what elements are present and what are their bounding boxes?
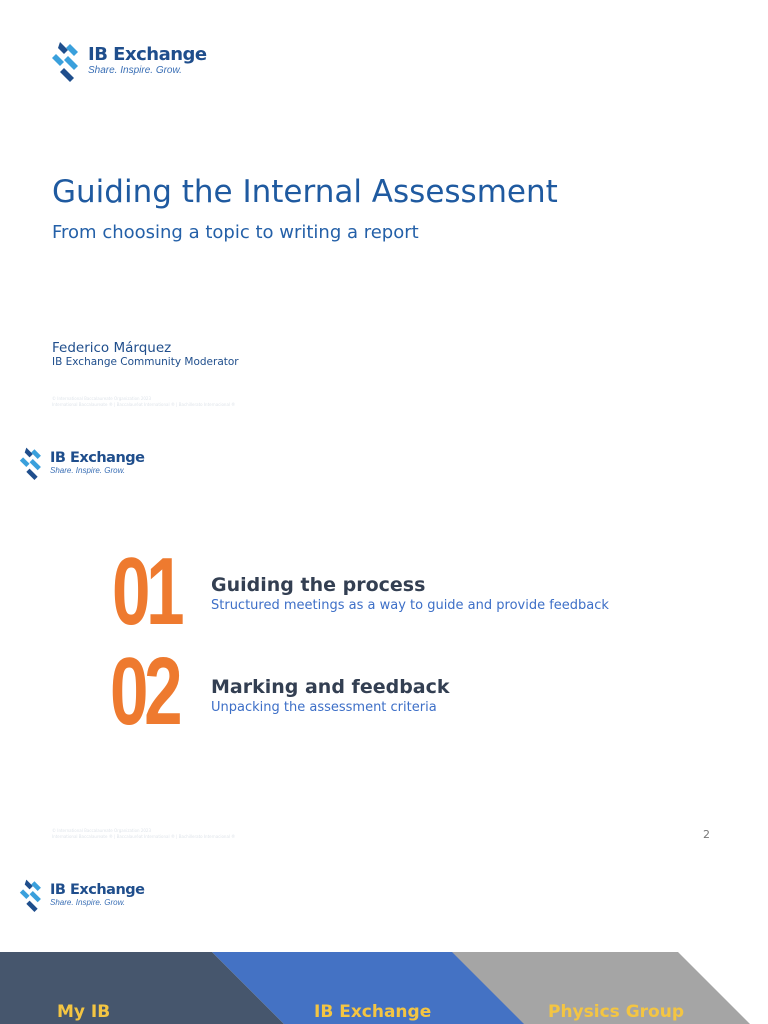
slide-1 <box>0 0 768 416</box>
author-name: Federico Márquez <box>52 340 172 356</box>
copyright-line: © International Baccalaureate Organization 2023 <box>52 396 152 401</box>
breadcrumb-my-ib[interactable] <box>0 952 290 1024</box>
breadcrumb-label-physics-group: Physics Group <box>548 1002 684 1022</box>
author-role: IB Exchange Community Moderator <box>52 356 239 368</box>
trademark-line: International Baccalaureate ® | Baccalauréat International ® | Bachillerato Internacional ® <box>52 402 236 407</box>
page-number: 2 <box>703 828 710 841</box>
ib-exchange-logo <box>18 446 145 480</box>
logo-tagline: Share. Inspire. Grow. <box>88 65 182 76</box>
agenda-heading-2: Marking and feedback <box>211 676 450 698</box>
agenda-number-2: 02 <box>110 638 179 745</box>
ib-exchange-logo-icon <box>50 40 84 82</box>
ib-exchange-logo-icon <box>18 446 46 480</box>
ib-exchange-logo <box>18 878 145 912</box>
logo-name: IB Exchange <box>50 881 145 898</box>
ib-exchange-logo-icon <box>18 878 46 912</box>
agenda-description-1: Structured meetings as a way to guide and provide feedback <box>211 598 609 613</box>
logo-tagline: Share. Inspire. Grow. <box>50 898 126 908</box>
logo-tagline: Share. Inspire. Grow. <box>50 466 126 476</box>
presentation-title: Guiding the Internal Assessment <box>52 174 558 210</box>
logo-name: IB Exchange <box>88 44 207 65</box>
agenda-number-1: 01 <box>112 538 181 645</box>
slide-2 <box>0 416 768 852</box>
presentation-subtitle: From choosing a topic to writing a report <box>52 222 419 243</box>
breadcrumb-label-ib-exchange: IB Exchange <box>314 1002 432 1022</box>
breadcrumb-label-my-ib: My IB <box>57 1002 111 1022</box>
copyright-line: © International Baccalaureate Organization 2023 <box>52 828 152 833</box>
agenda-heading-1: Guiding the process <box>211 574 426 596</box>
logo-name: IB Exchange <box>50 449 145 466</box>
agenda-description-2: Unpacking the assessment criteria <box>211 700 437 715</box>
trademark-line: International Baccalaureate ® | Baccalauréat International ® | Bachillerato Internacional ® <box>52 834 236 839</box>
ib-exchange-logo <box>50 40 207 82</box>
chevron-shape <box>0 952 290 1024</box>
